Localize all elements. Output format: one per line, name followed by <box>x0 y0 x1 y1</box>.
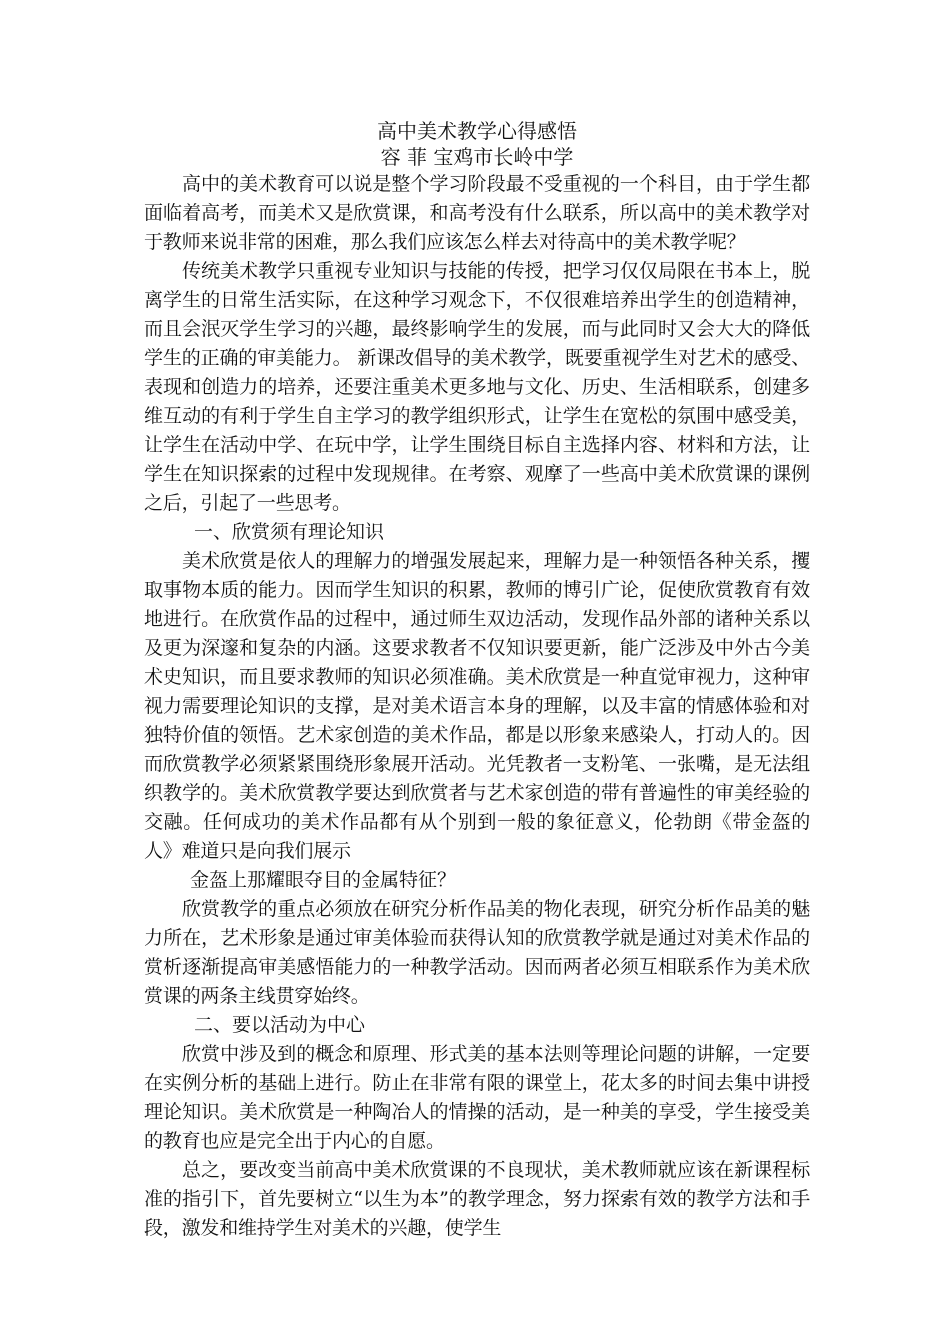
paragraph-appreciation-theory: 美术欣赏是依人的理解力的增强发展起来，理解力是一种领悟各种关系，攫取事物本质的能力。因而学生知识的积累，教师的博引广论，促使欣赏教育有效地进行。在欣赏作品的过程中，通过师生双边活动，发现作品外部的诸种关系以及更为深邃和复杂的内涵。这要求教者不仅知识要更新，能广泛涉及中外古今美术史知识，而且要求教师的知识必须准确。美术欣赏是一种直觉审视力，这种审视力需要理论知识的支撑，是对美术语言本身的理解，以及丰富的情感体验和对独特价值的领悟。艺术家创造的美术作品，都是以形象来感染人，打动人的。因而欣赏教学必须紧紧围绕形象展开活动。光凭教者一支粉笔、一张嘴，是无法组织教学的。美术欣赏教学要达到欣赏者与艺术家创造的带有普遍性的审美经验的交融。任何成功的美术作品都有从个别到一般的象征意义，伦勃朗《带金盔的人》难道只是向我们展示 <box>144 550 810 862</box>
document-author: 容 菲 宝鸡市长岭中学 <box>380 145 574 169</box>
section-heading-2: 二、要以活动为中心 <box>194 1014 366 1036</box>
paragraph-conclusion: 总之，要改变当前高中美术欣赏课的不良现状，美术教师就应该在新课程标准的指引下，首先要树立“以生为本”的教学理念，努力探索有效的教学方法和手段，激发和维持学生对美术的兴趣，使学生 <box>144 1159 810 1239</box>
document-page <box>144 118 810 1243</box>
paragraph-teaching-focus: 欣赏教学的重点必须放在研究分析作品美的物化表现，研究分析作品美的魅力所在，艺术形象是通过审美体验而获得认知的欣赏教学就是通过对美术作品的赏析逐渐提高审美感悟能力的一种教学活动。因而两者必须互相联系作为美术欣赏课的两条主线贯穿始终。 <box>144 898 810 1007</box>
paragraph-intro: 高中的美术教育可以说是整个学习阶段最不受重视的一个科目，由于学生都面临着高考，而美术又是欣赏课，和高考没有什么联系，所以高中的美术教学对于教师来说非常的困难，那么我们应该怎么样去对待高中的美术教学呢？ <box>144 173 810 253</box>
paragraph-golden-helmet: 金盔上那耀眼夺目的金属特征？ <box>190 869 457 891</box>
paragraph-activity-center: 欣赏中涉及到的概念和原理、形式美的基本法则等理论问题的讲解，一定要在实例分析的基础上进行。防止在非常有限的课堂上，花太多的时间去集中讲授理论知识。美术欣赏是一种陶冶人的情操的活动，是一种美的享受，学生接受美的教育也应是完全出于内心的自愿。 <box>144 1043 810 1152</box>
section-heading-1: 一、欣赏须有理论知识 <box>194 521 385 543</box>
document-title: 高中美术教学心得感悟 <box>377 119 577 143</box>
paragraph-traditional-teaching: 传统美术教学只重视专业知识与技能的传授，把学习仅仅局限在书本上，脱离学生的日常生活实际，在这种学习观念下，不仅很难培养出学生的创造精神，而且会泯灭学生学习的兴趣，最终影响学生的发展，而与此同时又会大大的降低学生的正确的审美能力。 新课改倡导的美术教学，既要重视学生对艺术的感受、表现和创造力的培养，还要注重美术更多地与文化、历史、生活相联系，创建多维互动的有利于学生自主学习的教学组织形式，让学生在宽松的氛围中感受美，让学生在活动中学、在玩中学，让学生围绕目标自主选择内容、材料和方法，让学生在知识探索的过程中发现规律。在考察、观摩了一些高中美术欣赏课的课例之后，引起了一些思考。 <box>144 260 810 514</box>
